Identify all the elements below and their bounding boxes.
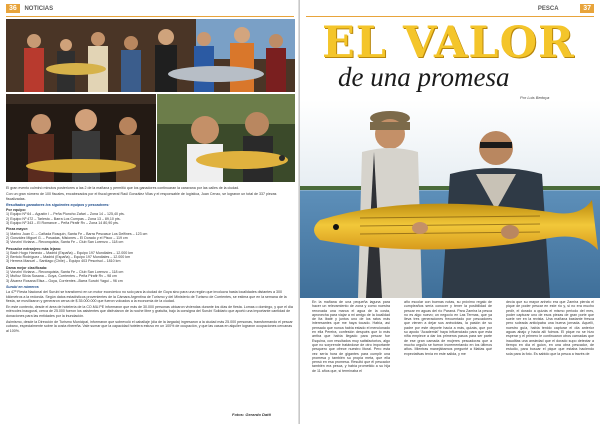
lady-line: 3) Álvarez Rosana Elisa – Goya, Corrientes –Barra Surubí Yaguí – 96 cm xyxy=(6,278,123,283)
photo-credit: Fotos: Gerardo Datti xyxy=(232,412,271,417)
lady-line: 2) Muñoz Silvia Susana – Goya, Corrientes – Peña Pirafir Rv – 98 cm xyxy=(6,274,117,279)
article-title: EL VALOR xyxy=(322,18,575,68)
left-page-number: 36 xyxy=(6,4,20,13)
left-header-rule xyxy=(6,16,294,17)
ceremony-photo xyxy=(6,19,295,92)
left-page-header xyxy=(6,4,53,16)
right-header-rule xyxy=(306,16,594,17)
team-line: 2) Equipo Nº 472 – Tarlesto – Barra Los Cumpas – Zona 13 – 89,10 pts. xyxy=(6,216,121,221)
left-article-body xyxy=(6,186,295,335)
right-page xyxy=(300,0,600,424)
piece-line: 3) Vonzini Viviana – Reconquista, Santa Fe – Club San Lorenzo – 118 cm xyxy=(6,240,124,245)
photo-caption: El gran evento culminó minutos posteriores a las 2 de la mañana y permitió que los ganadores continuaran la caravana por las calles de la ciudad. xyxy=(6,186,240,190)
main-fishing-photo xyxy=(300,100,600,298)
team-heading: Por equipo: xyxy=(6,208,26,213)
winner-with-fish-photo xyxy=(157,94,295,182)
surubi-paragraph: En este contexto, desde el área de hotelería de la CO.MU.PE informaron que más de 30.000 personas ubicaron viviendas durante los días de fiesta. Lomas o domingo, y que el día miércoles inaugural, cerca de 25.000 fueron los asistentes que disfrutaron de la noche libre y gratuita, bajo la consigna del Surubí Solidario que aportó una importante cantidad de donaciones para las entidades por la inundación. xyxy=(6,305,293,318)
far-line: 3) Herrera Manuel – Santiago (Chile) – Equipo 403 Pescrisol – 1810 km xyxy=(6,259,121,264)
right-page-number: 37 xyxy=(580,4,594,13)
article-column-text: año escolar con buenas notas, su próximo regalo de cumpleaños sería conocer y tener la posibilidad de pescar en aguas del río Paraná. Para Zamira la pesca no es algo nuevo; un negocio en Las Termas, que ya lleva tres generaciones frecuentado por pescadores que vienen a dejar sus anécdotas, la pasión de su padre por este deporte hacía a más, quizás, que por su apodo “Academia” haya influenciado para que esta niña empiece a dar los primeros pasos para ser parte de ese gran camada de mujeres pescadoras que a mucho orgullo se fueron incrementando en los últimos años. Mientras manejábamos pregunté a Matías qué expectativas tenía en este salida, y me xyxy=(404,300,492,356)
article-column-2 xyxy=(404,300,492,356)
article-subtitle: de una promesa xyxy=(338,62,510,92)
far-line: 1) Bach Hugo Hanecio – Madrid (España) – Equipo 197 Mundiales – 12.000 km xyxy=(6,250,134,255)
article-byline: Por Luis Bedoya xyxy=(520,95,550,100)
surubi-heading: Surubí en números xyxy=(6,284,39,289)
results-heading: Resultados ganadores los siguientes equipos y pescadores: xyxy=(6,202,110,207)
article-column-text: En la mañana de una pequeña laguna para hacer un relevamiento de zona y como nuestra renovada una marca el agua de la costa, aprovecha para viajar a mi amigo de la localidad de Ita Ibaté y juntos uno de los ratos más interesantes que me haya tocado. Había, así pensado que nunca había estado el mencionado en ella Pereira, confesión después que lo más arriba que había llegado para pescar fue Esquina, con resultados muy satisfactorios, algo que no sorprende tratándose de otro importante pesquero que ofrece nuestro litoral. Pero esta vez sería hora de gigantes para cumplir una promesa y también su propia meta, que ella pensó en esa promesa. Resultó que él pescador también era pesca, y había prometido a su hija de 11 años que, si terminaba el xyxy=(312,300,390,373)
piece-line: 1) Marino Juan C. – Cañada Rosquín, Santa Fe – Barra Pescasur Los Delfines – 123 cm xyxy=(6,231,148,236)
surubi-paragraph: La 47º Fiesta Nacional del Surubí se transformó en un motor económico no solo para la ciudad de Goya sino para una región que involucra hasta localidades distantes a 300 kilómetros a la redonda. Según datos estadísticos provenientes de la Cámara Argentina de Turismo y del Ministerio de Turismo de Corrientes, se estima que en la semana de la fiesta, se movilizaron y generaron cerca de $ 35.000.000 que fueron volcados a la economía de la ciudad. xyxy=(6,290,287,303)
team-line: 1) Equipo Nº 64 – Agustín I – Peña Pluncho Zafari – Zona 14 – 125,40 pts. xyxy=(6,212,125,217)
far-line: 2) Bertolo Rodríguez – Madrid (España) – Equipo 197 Mundiales – 12.000 km xyxy=(6,255,131,260)
surubi-paragraph: Asimismo, desde la Dirección de Turismo Municipal, informaron que sobrevoló el caballaje (día de la largada) ingresaron a la ciudad más 25.000 personas, transformando el pescar cubano, especialmente sobre la costa ribereña. Vale sumar que la capacidad hotelera estuvo en un 100% de ocupación, y que las casas en alquiler lograron ocupaciones cercanas al 100%. xyxy=(6,320,293,333)
article-column-text: decía que su mayor anhelo era que Zamira pierda el pique de poder pescar en este río y, si no era mucho pedir, el dorado a quizás el mismo periodo del mes, poder capturar uno de esos piezas de gran porte que suele ver en la revista. Una mañana bastante fresca pero soleada anticipaba una buena jornada. Aquellí, nuestro guía, había tenido capturar el día anterior aguas abajo y hacia allí fuimos. El pique no se hizo esperar y el primero le continuaron otros carnadas que inauditas una ansiedad que el dorado supo detectar a tiempo en día el guion, en una obra pescador, de estudio, para buscar el pique que estaba haciendo sola para la foto. Es sabido que la pesca a través de xyxy=(506,300,594,356)
lady-heading: Dama mejor clasificada: xyxy=(6,265,48,270)
right-page-header xyxy=(538,4,594,16)
team-line: 3) Equipo Nº 343 – El Romance – Peña Pirafir Rv – Zona 14 80,90 pts. xyxy=(6,221,119,226)
piece-heading: Pieza mayor: xyxy=(6,227,29,232)
right-section-label: PESCA xyxy=(537,6,559,12)
piece-line: 2) González Miguel G. – Posadas, Misiones – El Dorado y el Pisco – 119 cm xyxy=(6,235,128,240)
article-column-1 xyxy=(312,300,390,373)
lady-line: 1) Vonzini Viviana – Reconquista, Santa Fe – Club San Lorenzo – 118 cm xyxy=(6,270,124,275)
intro-paragraph: Con un gran número de 100 fiscales, encabezados por el fiscal general Raúl González Vilas y el responsable de logística, Juan Cenzo, se lograron un total de 337 piezas fiscalizadas. xyxy=(6,192,277,201)
festival-night-photo xyxy=(6,94,156,182)
far-heading: Pescador extranjero más lejano: xyxy=(6,246,62,251)
left-section-label: NOTICIAS xyxy=(24,6,54,12)
article-column-3 xyxy=(506,300,594,356)
